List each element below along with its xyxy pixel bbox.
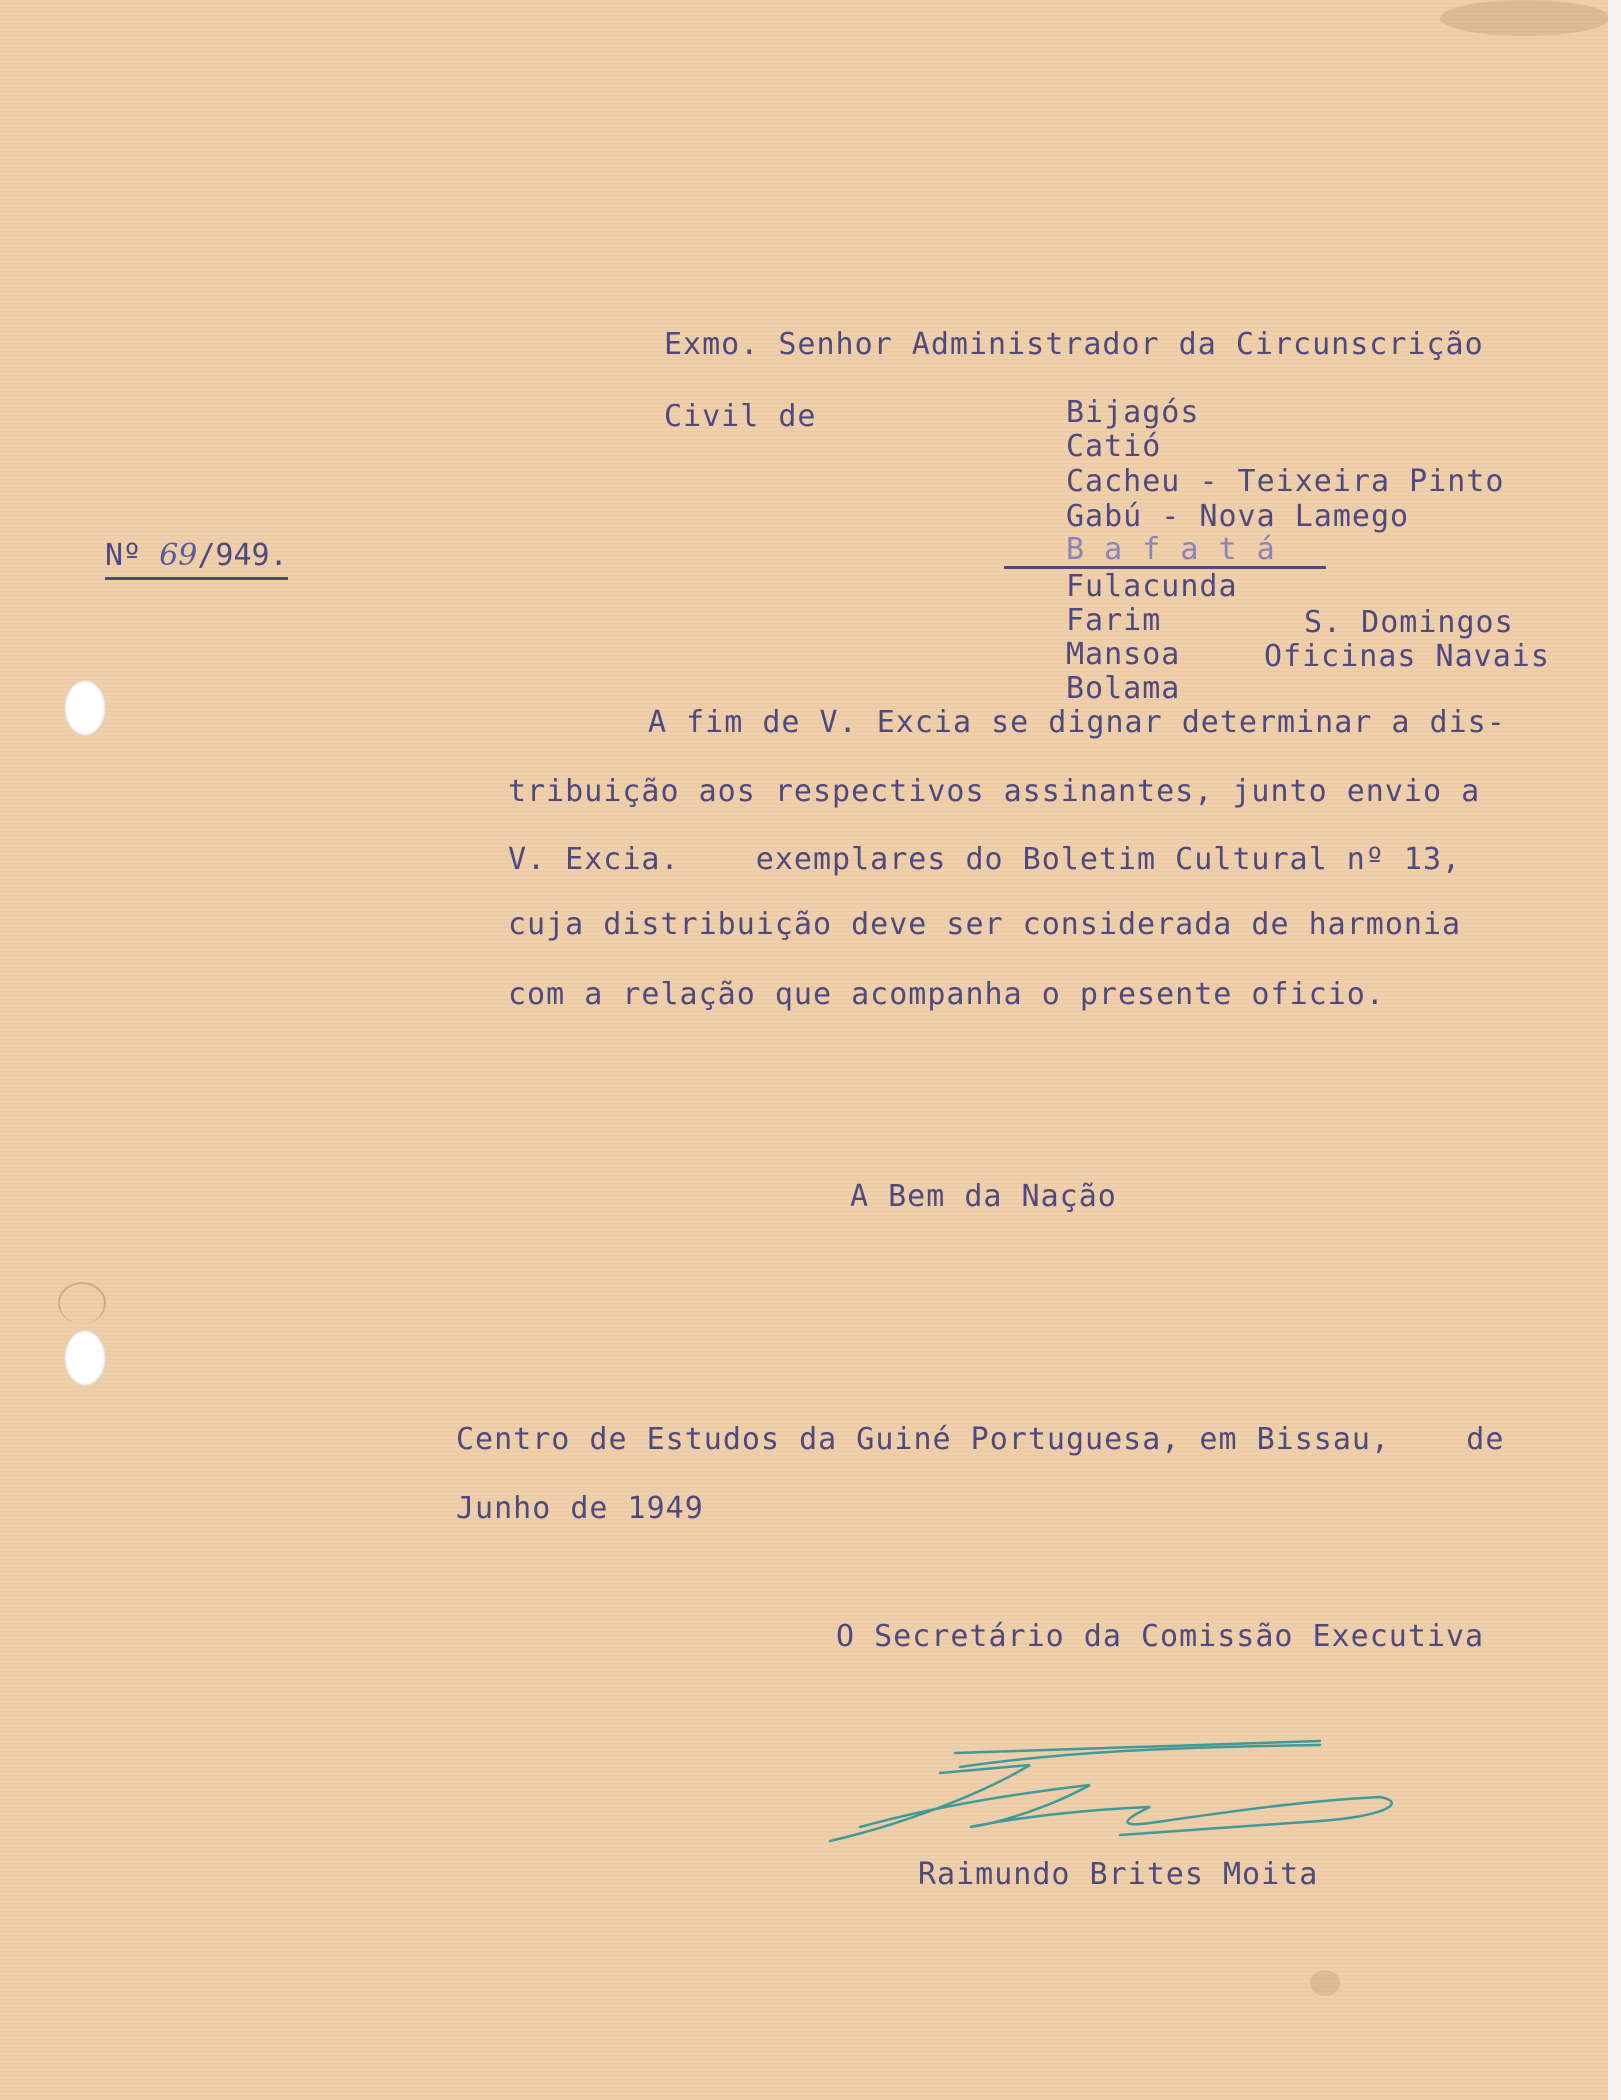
destination-item: Bolama	[1066, 671, 1181, 706]
punch-hole-ring	[58, 1282, 106, 1324]
handwritten-signature	[820, 1735, 1420, 1855]
destination-item-right: S. Domingos	[1304, 605, 1514, 640]
destination-item: Bijagós	[1066, 395, 1200, 430]
destination-item: Cacheu - Teixeira Pinto	[1066, 464, 1505, 499]
signatory-name: Raimundo Brites Moita	[918, 1857, 1319, 1892]
destination-item: Gabú - Nova Lamego	[1066, 499, 1410, 534]
body-line: cuja distribuição deve ser considerada de harmonia	[508, 907, 1462, 942]
civil-label: Civil de	[664, 399, 817, 434]
destination-item: Farim	[1066, 603, 1162, 638]
destination-item: Fulacunda	[1066, 569, 1238, 604]
body-line: A fim de V. Excia se dignar determinar a dis-	[648, 705, 1506, 740]
destination-item: Catió	[1066, 429, 1162, 464]
place-date-line: Centro de Estudos da Guiné Portuguesa, em Bissau, de	[456, 1422, 1505, 1457]
salutation: Exmo. Senhor Administrador da Circunscrição	[664, 327, 1484, 362]
body-line: V. Excia. exemplares do Boletim Cultural nº 13,	[508, 842, 1462, 877]
signatory-title: O Secretário da Comissão Executiva	[836, 1619, 1485, 1654]
destination-item: B a f a t á	[1066, 532, 1276, 567]
punch-hole-top	[64, 680, 106, 736]
punch-hole-bottom	[64, 1330, 106, 1386]
reference-number: Nº 69/949.	[105, 538, 288, 580]
destination-item-right: Oficinas Navais	[1264, 639, 1550, 674]
body-line: com a relação que acompanha o presente oficio.	[508, 977, 1385, 1012]
place-date-line: Junho de 1949	[456, 1491, 704, 1526]
scan-margin	[1608, 0, 1621, 2100]
closing-line: A Bem da Nação	[850, 1179, 1117, 1214]
body-line: tribuição aos respectivos assinantes, junto envio a	[508, 774, 1481, 809]
destination-item: Mansoa	[1066, 637, 1181, 672]
